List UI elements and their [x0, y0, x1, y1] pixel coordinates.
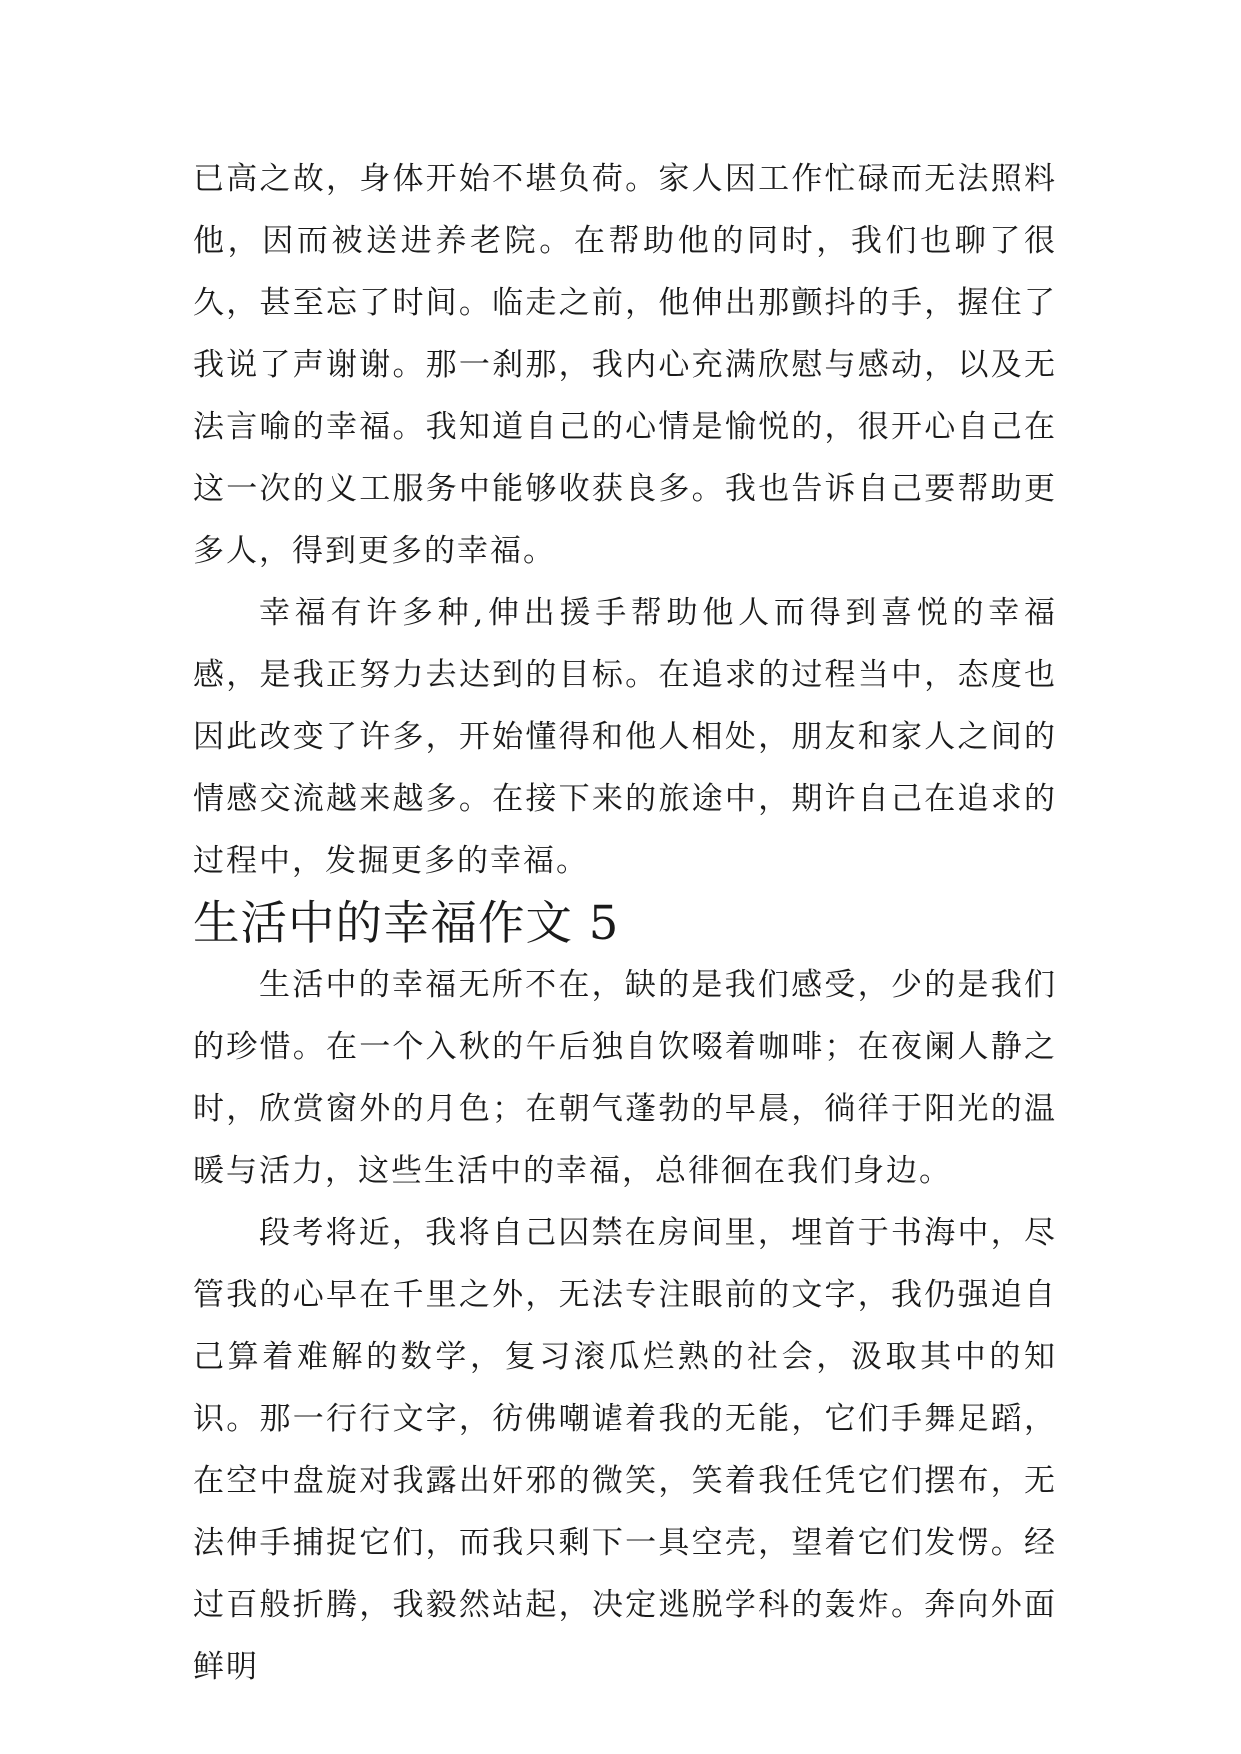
paragraph-volunteer-story: 已高之故，身体开始不堪负荷。家人因工作忙碌而无法照料他，因而被送进养老院。在帮助他的同时，我们也聊了很久，甚至忘了时间。临走之前，他伸出那颤抖的手，握住了我说了声谢谢。那一刹那，我内心充满欣慰与感动，以及无法言喻的幸福。我知道自己的心情是愉悦的，很开心自己在这一次的义工服务中能够收获良多。我也告诉自己要帮助更多人，得到更多的幸福。 [193, 161, 1057, 569]
paragraph-exam-story: 段考将近，我将自己囚禁在房间里，埋首于书海中，尽管我的心早在千里之外，无法专注眼前的文字，我仍强迫自己算着难解的数学，复习滚瓜烂熟的社会，汲取其中的知识。那一行行文字，彷佛嘲谑着我的无能，它们手舞足蹈，在空中盘旋对我露出奸邪的微笑，笑着我任凭它们摆布，无法伸手捕捉它们，而我只剩下一具空壳，望着它们发愣。经过百般折腾，我毅然站起，决定逃脱学科的轰炸。奔向外面鲜明 [193, 1215, 1057, 1685]
paragraph-happiness-kinds: 幸福有许多种,伸出援手帮助他人而得到喜悦的幸福感，是我正努力去达到的目标。在追求的过程当中，态度也因此改变了许多，开始懂得和他人相处，朋友和家人之间的情感交流越来越多。在接下来的旅途中，期许自己在追求的过程中，发掘更多的幸福。 [193, 595, 1057, 879]
paragraph-everyday-happiness: 生活中的幸福无所不在，缺的是我们感受，少的是我们的珍惜。在一个入秋的午后独自饮啜着咖啡；在夜阑人静之时，欣赏窗外的月色；在朝气蓬勃的早晨，徜徉于阳光的温暖与活力，这些生活中的幸福，总徘徊在我们身边。 [193, 967, 1057, 1189]
essay-heading: 生活中的幸福作文 5 [193, 896, 620, 950]
document-body [193, 148, 1057, 1698]
